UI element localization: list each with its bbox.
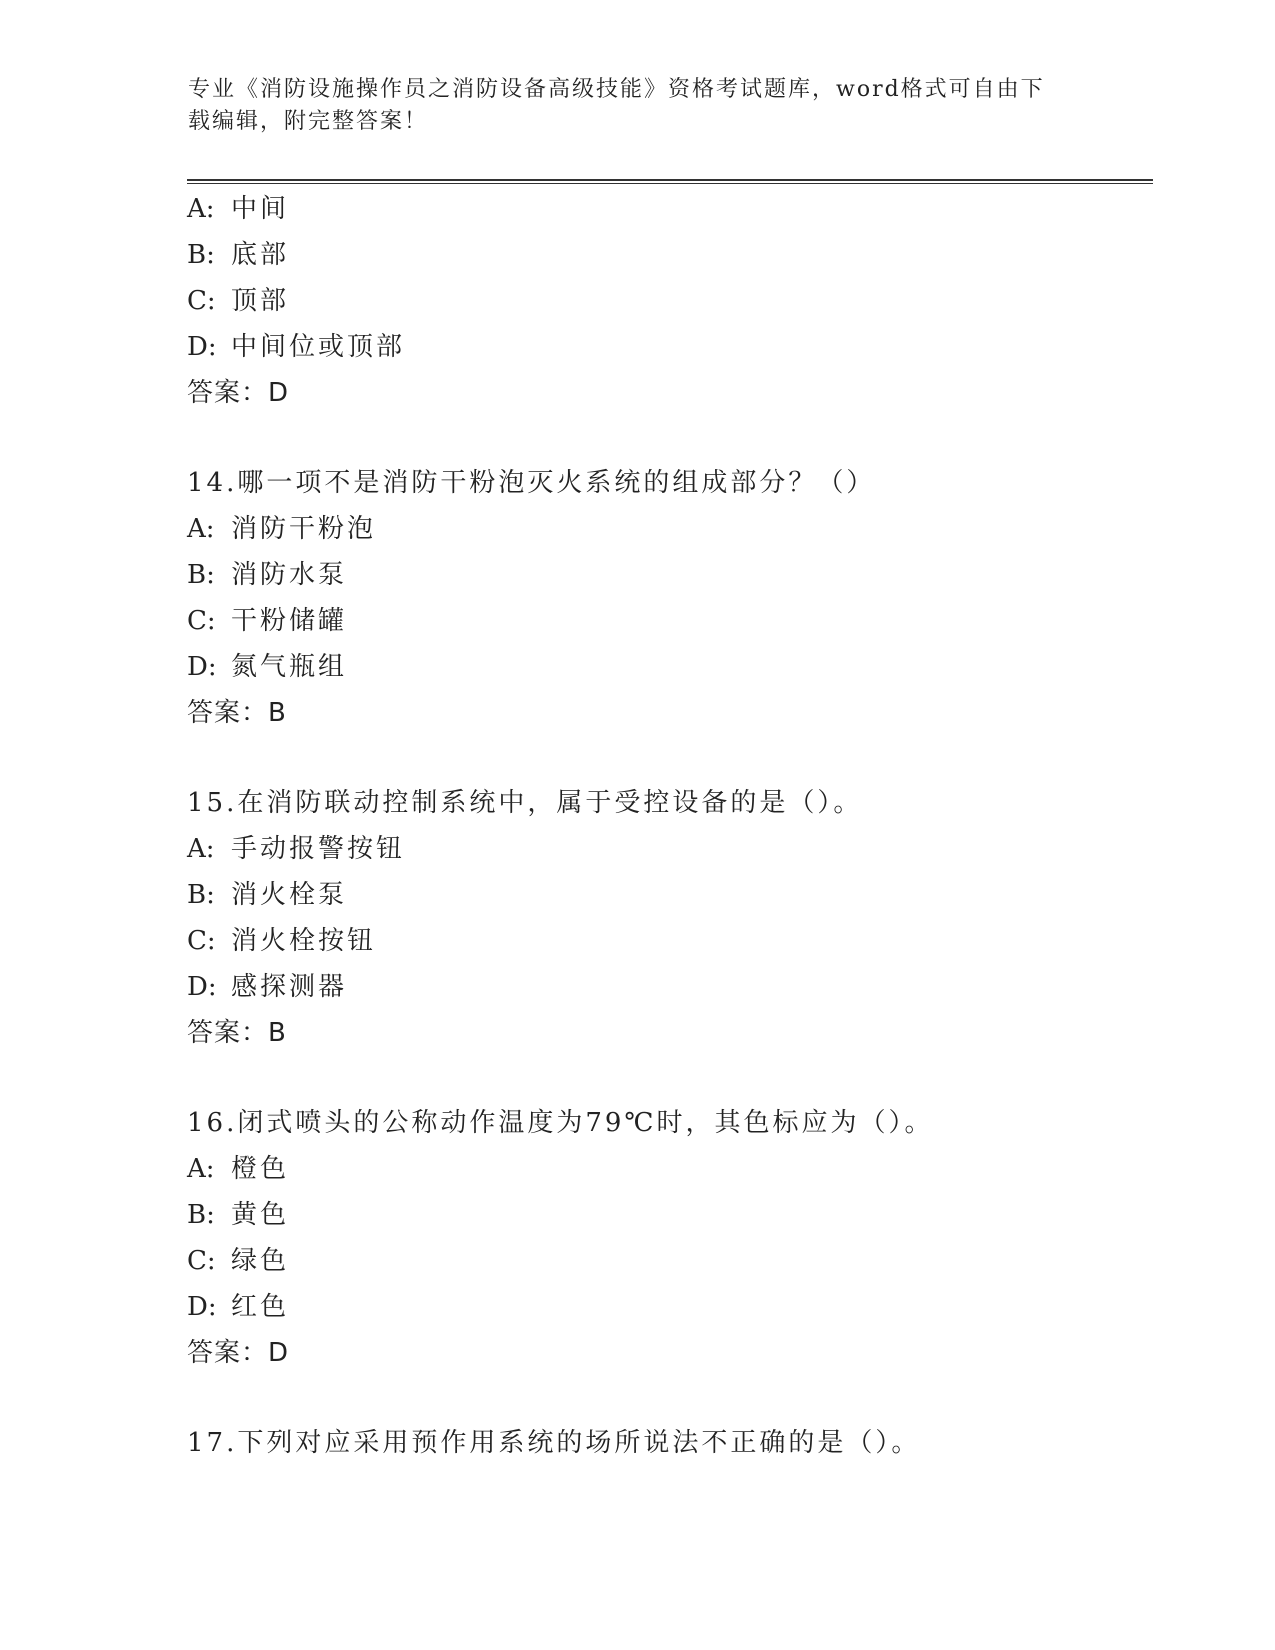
option-letter: D:	[187, 1292, 217, 1322]
option-b	[187, 1192, 1147, 1238]
option-letter: C:	[187, 286, 216, 316]
option-letter: A:	[187, 1154, 215, 1184]
option-a	[187, 1146, 1147, 1192]
option-text: 氮气瓶组	[231, 652, 348, 682]
option-letter: B:	[187, 880, 215, 910]
option-text: 消防水泵	[231, 560, 348, 590]
option-c	[187, 918, 1147, 964]
option-b	[187, 872, 1147, 918]
option-text: 消防干粉泡	[231, 514, 377, 544]
option-a	[187, 506, 1147, 552]
option-letter: A:	[187, 514, 215, 544]
question-stem: 14.哪一项不是消防干粉泡灭火系统的组成部分？（）	[187, 468, 876, 498]
question-17	[187, 1420, 1147, 1466]
option-text: 消火栓按钮	[231, 926, 377, 956]
option-letter: C:	[187, 1246, 216, 1276]
option-letter: D:	[187, 652, 217, 682]
question-14	[187, 460, 1147, 736]
option-text: 红色	[231, 1292, 290, 1322]
option-letter: A:	[187, 194, 215, 224]
option-a	[187, 186, 1147, 232]
option-text: 干粉储罐	[231, 606, 348, 636]
option-text: 中间	[231, 194, 290, 224]
option-a	[187, 826, 1147, 872]
answer-line: 答案：B	[187, 1018, 287, 1048]
option-text: 绿色	[231, 1246, 290, 1276]
option-b	[187, 232, 1147, 278]
option-text: 橙色	[231, 1154, 290, 1184]
option-letter: B:	[187, 1200, 215, 1230]
header-divider-thick	[187, 179, 1153, 181]
option-letter: B:	[187, 240, 215, 270]
question-16	[187, 1100, 1147, 1376]
option-text: 感探测器	[231, 972, 348, 1002]
option-text: 底部	[231, 240, 290, 270]
answer-line: 答案：D	[187, 1338, 290, 1368]
option-text: 手动报警按钮	[231, 834, 406, 864]
question-stem: 16.闭式喷头的公称动作温度为79℃时，其色标应为（）。	[187, 1108, 934, 1138]
option-letter: B:	[187, 560, 215, 590]
option-c	[187, 1238, 1147, 1284]
answer-line: 答案：D	[187, 378, 290, 408]
option-text: 顶部	[231, 286, 290, 316]
option-letter: D:	[187, 972, 217, 1002]
question-list	[187, 186, 1147, 1466]
answer-line: 答案：B	[187, 698, 287, 728]
option-text: 黄色	[231, 1200, 290, 1230]
header-divider-thin	[187, 183, 1153, 184]
option-text: 消火栓泵	[231, 880, 348, 910]
option-d	[187, 324, 1147, 370]
option-letter: C:	[187, 606, 216, 636]
header-line-2: 载编辑，附完整答案！	[188, 109, 429, 134]
question-15	[187, 780, 1147, 1056]
option-c	[187, 598, 1147, 644]
question-stem: 15.在消防联动控制系统中，属于受控设备的是（）。	[187, 788, 863, 818]
option-text: 中间位或顶部	[231, 332, 406, 362]
question-13-continued	[187, 186, 1147, 416]
document-header	[188, 74, 1068, 138]
question-stem: 17.下列对应采用预作用系统的场所说法不正确的是（）。	[187, 1428, 921, 1458]
option-d	[187, 1284, 1147, 1330]
option-d	[187, 964, 1147, 1010]
header-line-1: 专业《消防设施操作员之消防设备高级技能》资格考试题库，word格式可自由下	[188, 77, 1045, 102]
option-c	[187, 278, 1147, 324]
option-letter: D:	[187, 332, 217, 362]
option-b	[187, 552, 1147, 598]
option-letter: A:	[187, 834, 215, 864]
option-letter: C:	[187, 926, 216, 956]
option-d	[187, 644, 1147, 690]
